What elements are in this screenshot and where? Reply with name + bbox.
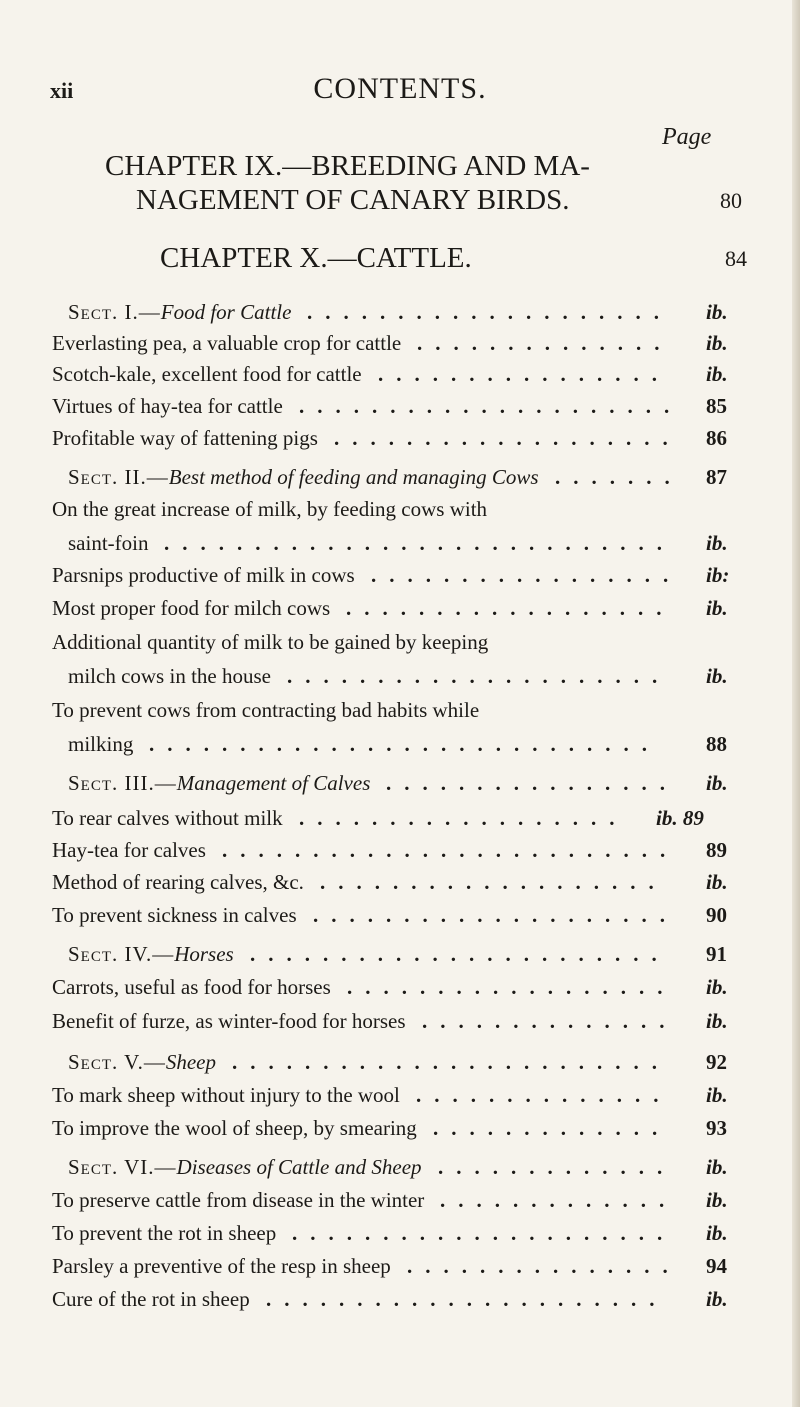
page-reference: ib. <box>706 1155 728 1179</box>
section-title: Food for Cattle <box>160 300 292 324</box>
chapter-x-page: 84 <box>725 246 747 271</box>
entry-title <box>68 771 370 796</box>
entry-title: To prevent sickness in calves <box>52 903 297 927</box>
page-reference: 87 <box>706 465 727 489</box>
contents-entry <box>52 1221 766 1255</box>
section-entry <box>52 942 766 976</box>
entry-title <box>68 465 539 490</box>
entry-title: To mark sheep without injury to the wool <box>52 1083 400 1107</box>
leader-dots: ............... <box>407 1254 681 1278</box>
section-entry <box>52 1050 766 1084</box>
leader-dots: ....... <box>555 465 683 489</box>
section-number: Sect. V.— <box>68 1050 166 1074</box>
leader-dots: ............. <box>433 1116 671 1140</box>
page-reference: ib. <box>706 1009 728 1033</box>
entry-title: Method of rearing calves, &c. <box>52 870 304 894</box>
entry-title <box>68 1050 216 1075</box>
leader-dots: ......................... <box>222 838 679 862</box>
entry-title: Hay-tea for calves <box>52 838 206 862</box>
leader-dots: ..................... <box>299 394 683 418</box>
leader-dots: ............. <box>440 1188 678 1212</box>
entry-title: Everlasting pea, a valuable crop for cattle <box>52 331 402 355</box>
chapter-ix-heading-line2: NAGEMENT OF CANARY BIRDS. <box>136 184 570 216</box>
page-column-label: Page <box>662 124 712 150</box>
leader-dots: ............................ <box>149 732 660 756</box>
contents-entry <box>52 975 766 1009</box>
section-entry <box>52 771 766 805</box>
entry-title <box>68 1155 422 1180</box>
entry-title: To preserve cattle from disease in the winter <box>52 1188 425 1212</box>
leader-dots: .................... <box>307 300 672 324</box>
leader-dots: ................. <box>371 563 682 587</box>
page-reference: 94 <box>706 1254 727 1278</box>
contents-entry <box>52 1116 766 1150</box>
leader-dots: .............. <box>422 1009 678 1033</box>
contents-entry <box>52 806 766 840</box>
section-title: Sheep <box>165 1050 216 1074</box>
leader-dots: ............................ <box>164 531 675 555</box>
entry-title: milking <box>68 732 134 756</box>
section-title: Horses <box>174 942 234 966</box>
chapter-ix-page: 80 <box>720 188 742 213</box>
leader-dots: ................ <box>378 362 670 386</box>
contents-entry <box>52 563 766 597</box>
leader-dots: .................. <box>299 806 628 830</box>
page-reference: ib. <box>706 300 728 324</box>
contents-entry <box>52 497 766 531</box>
contents-entry <box>52 1009 766 1043</box>
section-entry <box>52 1155 766 1189</box>
running-head <box>50 72 750 112</box>
page-reference: 85 <box>706 394 727 418</box>
running-title: CONTENTS. <box>313 72 487 105</box>
page-reference: ib. <box>706 1188 728 1212</box>
leader-dots: ............. <box>438 1155 676 1179</box>
leader-dots: .................. <box>346 596 675 620</box>
contents-entry <box>52 331 766 365</box>
entry-title <box>68 300 291 325</box>
page-reference: 89 <box>706 838 727 862</box>
entry-title: saint-foin <box>68 531 149 555</box>
entry-title: Parsley a preventive of the resp in sheep <box>52 1254 391 1278</box>
section-number: Sect. II.— <box>68 465 169 489</box>
entry-title: Scotch-kale, excellent food for cattle <box>52 362 362 386</box>
page-reference: ib. <box>706 975 728 999</box>
leader-dots: ........................ <box>232 1050 670 1074</box>
page-reference: ib. <box>706 1287 728 1311</box>
page-reference: ib. <box>706 331 728 355</box>
contents-entry <box>52 596 766 630</box>
section-title: Diseases of Cattle and Sheep <box>176 1155 422 1179</box>
contents-entry <box>52 1287 766 1321</box>
section-number: Sect. IV.— <box>68 942 175 966</box>
contents-entry <box>52 531 766 565</box>
section-entry <box>52 300 766 334</box>
contents-entry <box>52 1188 766 1222</box>
page-reference: 88 <box>706 732 727 756</box>
contents-entry <box>52 870 766 904</box>
page-reference: ib. <box>706 771 728 795</box>
page-reference: ib. <box>706 362 728 386</box>
entry-title: Additional quantity of milk to be gained by keeping <box>52 630 489 654</box>
page-edge <box>792 0 800 1407</box>
page-reference: 92 <box>706 1050 727 1074</box>
contents-entry <box>52 698 766 732</box>
page-reference: 91 <box>706 942 727 966</box>
contents-entry <box>52 1254 766 1288</box>
section-number: Sect. VI.— <box>68 1155 177 1179</box>
contents-entry <box>52 630 766 664</box>
contents-entry <box>52 664 766 698</box>
entry-title: Virtues of hay-tea for cattle <box>52 394 283 418</box>
chapter-x-heading: CHAPTER X.—CATTLE. <box>160 242 472 274</box>
section-number: Sect. I.— <box>68 300 161 324</box>
leader-dots: ................... <box>320 870 667 894</box>
page-number: xii <box>50 78 74 103</box>
leader-dots: .............. <box>417 331 673 355</box>
entry-title: Carrots, useful as food for horses <box>52 975 331 999</box>
page-reference: ib. <box>706 596 728 620</box>
leader-dots: ................... <box>334 426 681 450</box>
entry-title: Most proper food for milch cows <box>52 596 331 620</box>
contents-entry <box>52 1083 766 1117</box>
page-reference: 90 <box>706 903 727 927</box>
contents-entry <box>52 903 766 937</box>
entry-title: Parsnips productive of milk in cows <box>52 563 355 587</box>
entry-title: milch cows in the house <box>68 664 271 688</box>
section-title: Best method of feeding and managing Cows <box>168 465 539 489</box>
leader-dots: ..................... <box>287 664 671 688</box>
entry-title: To rear calves without milk <box>52 806 283 830</box>
section-number: Sect. III.— <box>68 771 177 795</box>
leader-dots: ................ <box>386 771 678 795</box>
entry-title: To prevent cows from contracting bad habits while <box>52 698 480 722</box>
page-reference: ib. <box>706 531 728 555</box>
entry-title: Profitable way of fattening pigs <box>52 426 318 450</box>
page-reference: 93 <box>706 1116 727 1140</box>
page-reference: ib. <box>706 1221 728 1245</box>
chapter-ix-heading-line1: CHAPTER IX.—BREEDING AND MA- <box>105 150 590 182</box>
page-reference: ib. <box>706 1083 728 1107</box>
section-title: Management of Calves <box>176 771 371 795</box>
page-reference: ib: <box>706 563 730 587</box>
contents-entry <box>52 394 766 428</box>
contents-entry <box>52 362 766 396</box>
section-entry <box>52 465 766 499</box>
entry-title <box>68 942 234 967</box>
leader-dots: .............. <box>416 1083 672 1107</box>
entry-title: To prevent the rot in sheep <box>52 1221 277 1245</box>
entry-title: To improve the wool of sheep, by smearing <box>52 1116 417 1140</box>
entry-title: On the great increase of milk, by feeding cows with <box>52 497 488 521</box>
entry-title: Cure of the rot in sheep <box>52 1287 250 1311</box>
contents-entry <box>52 426 766 460</box>
page-reference: 86 <box>706 426 727 450</box>
page-reference: ib. <box>706 664 728 688</box>
contents-entry <box>52 838 766 872</box>
page-reference: ib. <box>706 870 728 894</box>
leader-dots: ....................... <box>250 942 670 966</box>
entry-title: Benefit of furze, as winter-food for horses <box>52 1009 406 1033</box>
leader-dots: .................. <box>347 975 676 999</box>
leader-dots: .................... <box>313 903 678 927</box>
contents-entry <box>52 732 766 766</box>
leader-dots: ...................... <box>266 1287 668 1311</box>
page-reference: ib. 89 <box>656 806 704 830</box>
leader-dots: ..................... <box>292 1221 676 1245</box>
